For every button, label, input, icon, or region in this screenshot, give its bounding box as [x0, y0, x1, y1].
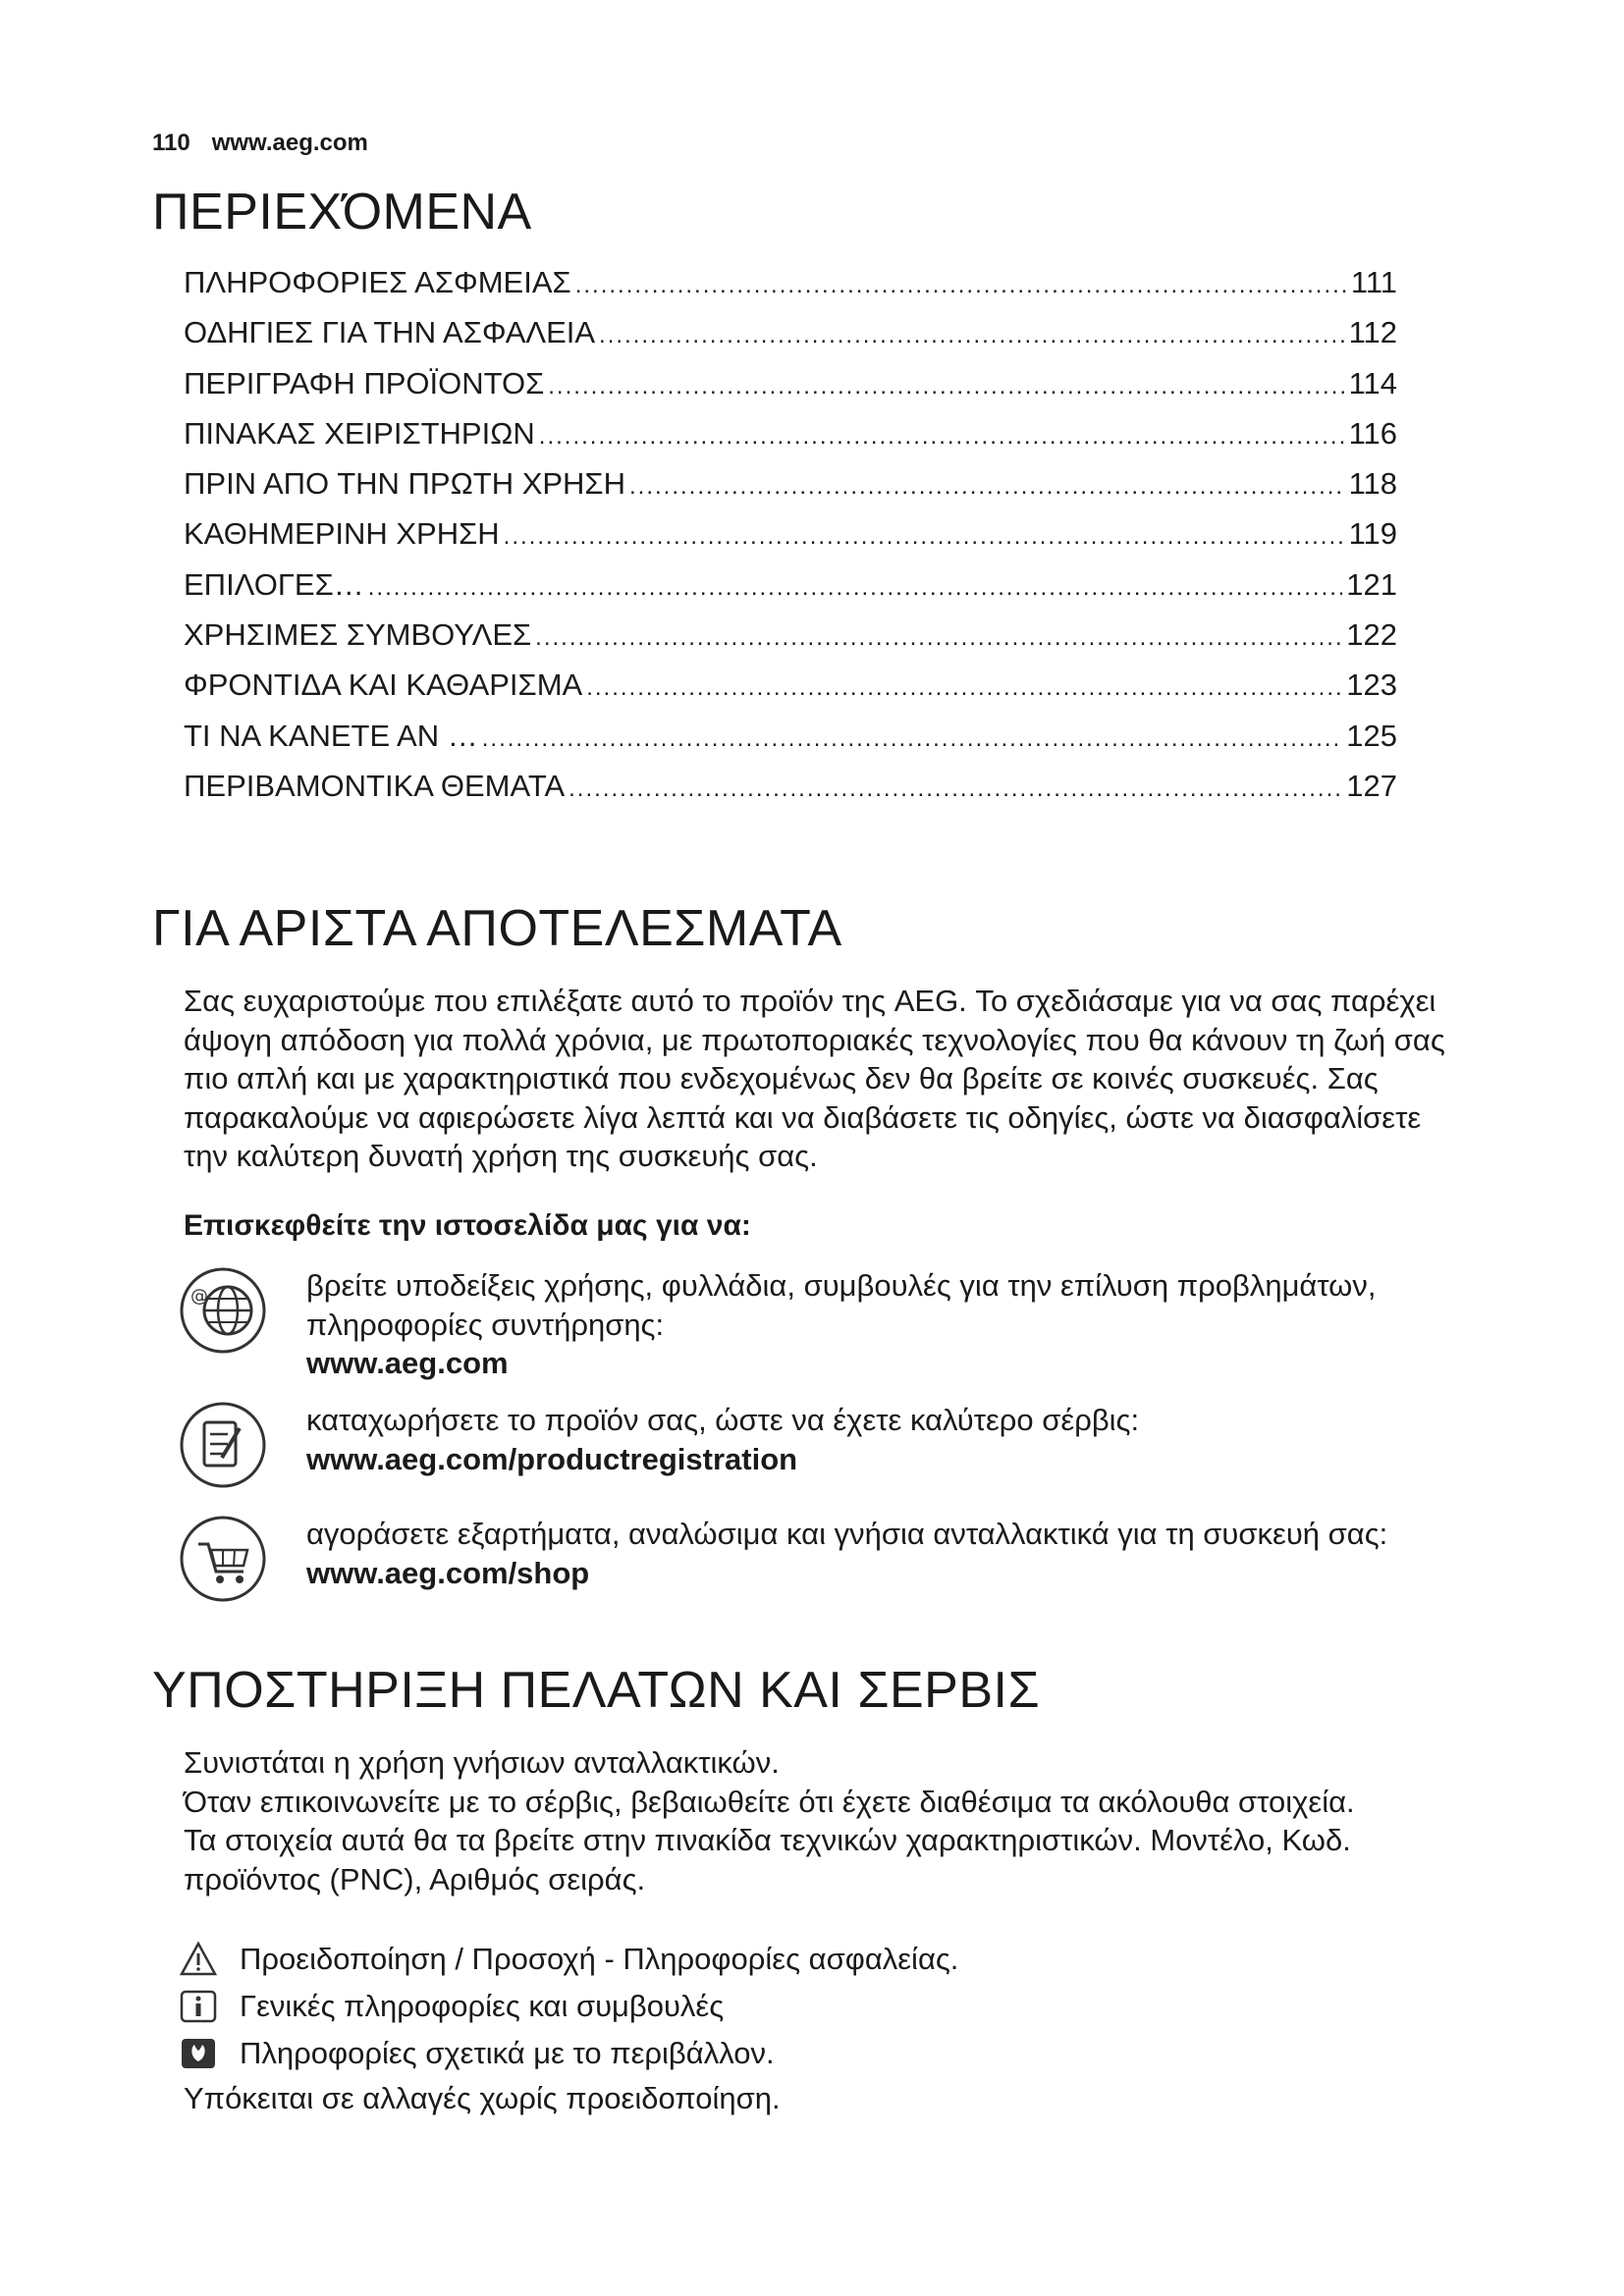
toc-item[interactable]: ΤΙ ΝΑ ΚΑΝΕΤΕ ΑΝ … ..... 125	[184, 719, 1397, 769]
aeg-website-link[interactable]: www.aeg.com	[306, 1346, 509, 1380]
legend-environment: Πληροφορίες σχετικά με το περιβάλλον.	[179, 2034, 775, 2073]
svg-text:@: @	[190, 1286, 208, 1307]
info-icon	[179, 1987, 218, 2026]
toc-item[interactable]: ΠΙΝΑΚΑΣ ΧΕΙΡΙΣΤΗΡΙΩΝ ..... 116	[184, 416, 1397, 466]
best-results-title: ΓΙΑ ΑΡΙΣΤΑ ΑΠΟΤΕΛΕΣΜΑΤΑ	[152, 900, 842, 957]
toc-item[interactable]: ΠΕΡΙΓΡΑΦΗ ΠΡΟΪΟΝΤΟΣ ..... 114	[184, 366, 1397, 416]
toc-item[interactable]: ΠΕΡΙΒΑΜΟΝΤΙΚΑ ΘΕΜΑΤΑ ..... 127	[184, 769, 1397, 819]
page-header	[152, 130, 368, 157]
intro-paragraph: Σας ευχαριστούμε που επιλέξατε αυτό το προϊόν της AEG. Το σχεδιάσαμε για να σας παρέχει άψογη απόδοση για πολλά χρόνια, με πρωτοποριακές τεχνολογίες που θα κάνουν τη ζωή σας πιο απλή και με χαρακτηριστικά που ενδεχομένως δεν θα βρείτε σε κοινές συσκευές. Σας παρακαλούμε να αφιερώσετε λίγα λεπτά και να διαβάσετε τις οδηγίες, ώστε να διασφαλίσετε την καλύτερη δυνατή χρήση της συσκευής σας.	[184, 984, 1445, 1173]
toc-item[interactable]: ΠΡΙΝ ΑΠΟ ΤΗΝ ΠΡΩΤΗ ΧΡΗΣΗ ..... 118	[184, 466, 1397, 516]
warning-icon	[179, 1940, 218, 1979]
legend-info: Γενικές πληροφορίες και συμβουλές	[179, 1987, 724, 2026]
link-description: βρείτε υποδείξεις χρήσης, φυλλάδια, συμβουλές για την επίλυση προβλημάτων, πληροφορίες συντήρησης:	[306, 1268, 1377, 1342]
toc-item[interactable]: ΚΑΘΗΜΕΡΙΝΗ ΧΡΗΣΗ ..... 119	[184, 516, 1397, 566]
link-description: αγοράσετε εξαρτήματα, αναλώσιμα και γνήσια ανταλλακτικά για τη συσκευή σας:	[306, 1517, 1388, 1551]
toc-item[interactable]: ΧΡΗΣΙΜΕΣ ΣΥΜΒΟΥΛΕΣ ..... 122	[184, 617, 1397, 667]
table-of-contents	[184, 265, 1397, 819]
page-number: 110	[152, 130, 190, 156]
registration-icon	[179, 1401, 267, 1489]
toc-item[interactable]: ΦΡΟΝΤΙΔΑ ΚΑΙ ΚΑΘΑΡΙΣΜΑ ..... 123	[184, 667, 1397, 718]
visit-website-heading: Επισκεφθείτε την ιστοσελίδα μας για να:	[184, 1209, 751, 1242]
environment-icon	[179, 2034, 218, 2073]
support-title: ΥΠΟΣΤΗΡΙΞΗ ΠΕΛΑΤΩΝ ΚΑΙ ΣΕΡΒΙΣ	[152, 1662, 1041, 1719]
shop-link[interactable]: www.aeg.com/shop	[306, 1555, 590, 1590]
legend-warning: Προειδοποίηση / Προσοχή - Πληροφορίες ασφαλείας.	[179, 1940, 958, 1979]
globe-icon	[179, 1266, 267, 1355]
support-paragraph: Συνιστάται η χρήση γνήσιων ανταλλακτικών. Όταν επικοινωνείτε με το σέρβις, βεβαιωθείτε ότι έχετε διαθέσιμα τα ακόλουθα στοιχεία. Τα στοιχεία αυτά θα τα βρείτε στην πινακίδα τεχνικών χαρακτηριστικών. Μοντέλο, Κωδ. προϊόντος (PNC), Αριθμός σειράς.	[184, 1745, 1355, 1896]
shopping-cart-icon	[179, 1515, 267, 1603]
toc-item[interactable]: ΕΠΙΛΟΓΕΣ… ..... 121	[184, 567, 1397, 617]
contents-title: ΠΕΡΙΕΧΌΜΕΝΑ	[152, 184, 532, 240]
change-notice: Υπόκειται σε αλλαγές χωρίς προειδοποίηση.	[184, 2081, 781, 2115]
product-registration-link[interactable]: www.aeg.com/productregistration	[306, 1441, 798, 1476]
link-description: καταχωρήσετε το προϊόν σας, ώστε να έχετε καλύτερο σέρβις:	[306, 1403, 1140, 1437]
toc-item[interactable]: ΠΛΗΡΟΦΟΡΙΕΣ ΑΣΦΜΕΙΑΣ ..... 111	[184, 265, 1397, 315]
toc-item[interactable]: ΟΔΗΓΙΕΣ ΓΙΑ ΤΗΝ ΑΣΦΑΛΕΙΑ ..... 112	[184, 315, 1397, 365]
header-site-link[interactable]: www.aeg.com	[211, 130, 368, 156]
